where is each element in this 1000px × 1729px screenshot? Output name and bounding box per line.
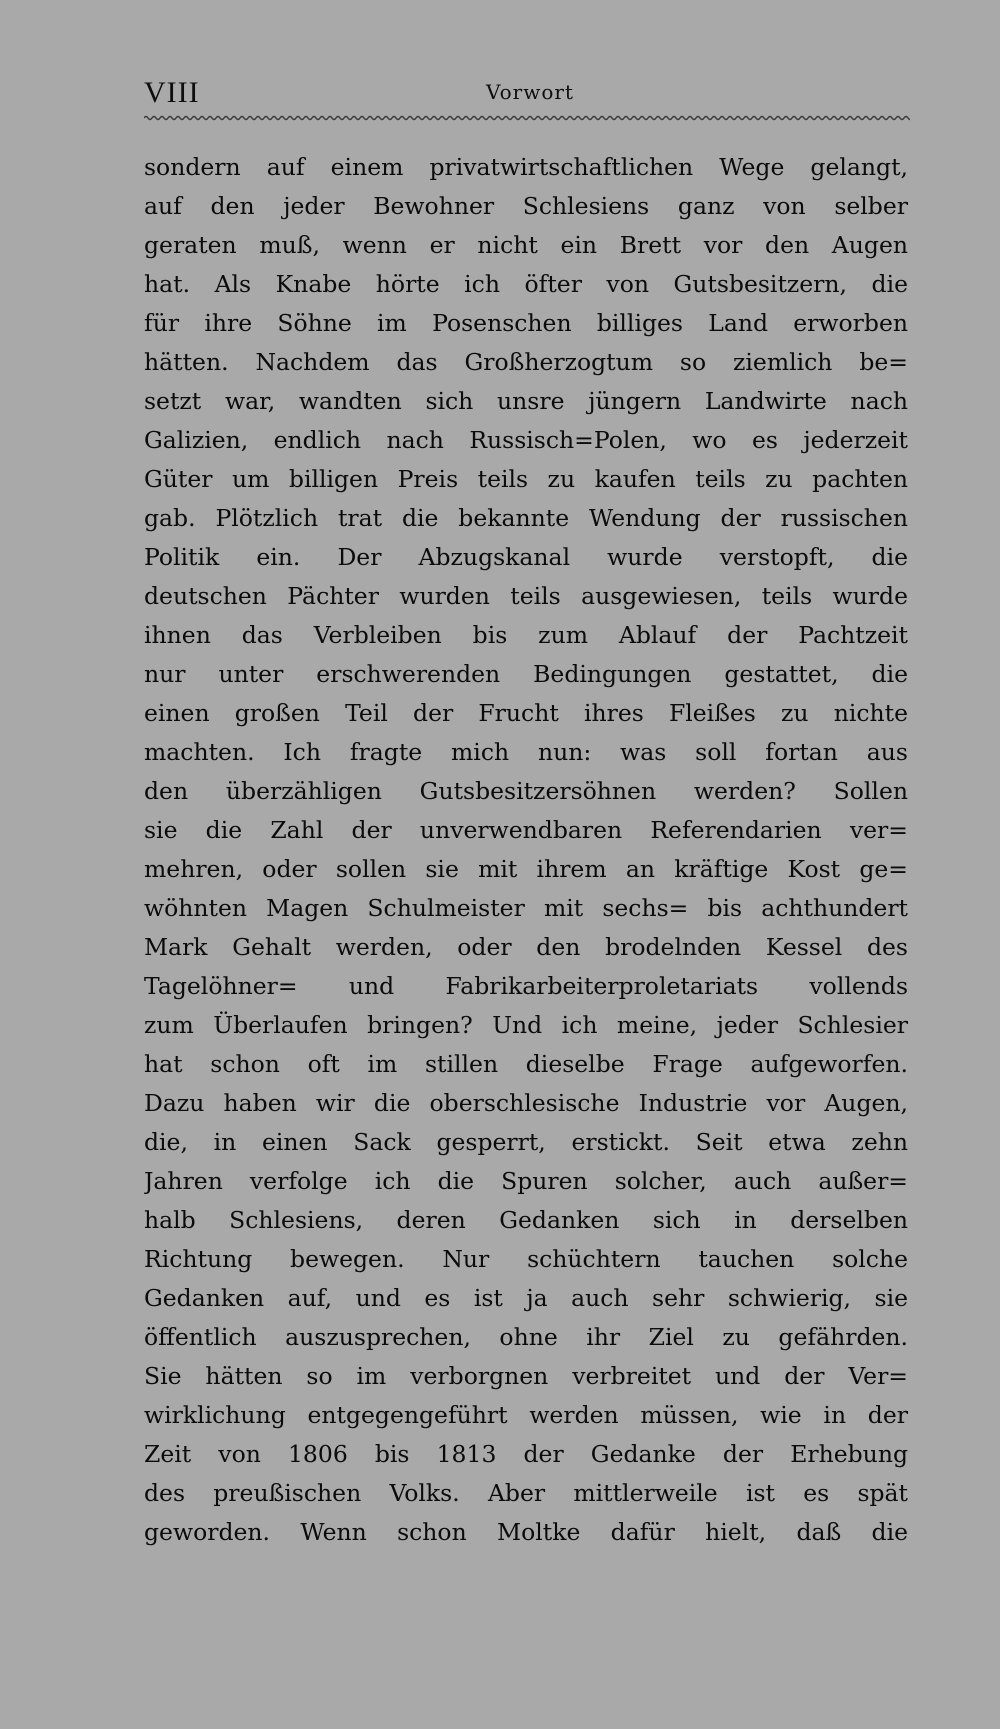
text-line: Jahren verfolge ich die Spuren solcher, auch außer=: [144, 1167, 908, 1195]
text-line: nur unter erschwerenden Bedingungen gestattet, die: [144, 660, 908, 688]
text-line: zum Überlaufen bringen? Und ich meine, jeder Schlesier: [144, 1011, 908, 1039]
text-line: die, in einen Sack gesperrt, erstickt. Seit etwa zehn: [144, 1128, 908, 1156]
running-title: Vorwort: [486, 80, 574, 104]
wavy-rule-divider: [144, 112, 910, 124]
text-line: ihnen das Verbleiben bis zum Ablauf der Pachtzeit: [144, 621, 908, 649]
text-line: den überzähligen Gutsbesitzersöhnen werden? Sollen: [144, 777, 908, 805]
text-line: Gedanken auf, und es ist ja auch sehr schwierig, sie: [144, 1284, 908, 1312]
text-line: Mark Gehalt werden, oder den brodelnden Kessel des: [144, 933, 908, 961]
text-line: deutschen Pächter wurden teils ausgewiesen, teils wurde: [144, 582, 908, 610]
text-line: setzt war, wandten sich unsre jüngern Landwirte nach: [144, 387, 908, 415]
text-line: machten. Ich fragte mich nun: was soll fortan aus: [144, 738, 908, 766]
text-line: Dazu haben wir die oberschlesische Industrie vor Augen,: [144, 1089, 908, 1117]
text-line: Richtung bewegen. Nur schüchtern tauchen solche: [144, 1245, 908, 1273]
text-line: sondern auf einem privatwirtschaftlichen Wege gelangt,: [144, 153, 908, 181]
page-number: VIII: [144, 76, 200, 109]
text-line: hat schon oft im stillen dieselbe Frage aufgeworfen.: [144, 1050, 908, 1078]
page-header: [144, 76, 910, 112]
text-line: gab. Plötzlich trat die bekannte Wendung der russischen: [144, 504, 908, 532]
text-line: hätten. Nachdem das Großherzogtum so ziemlich be=: [144, 348, 908, 376]
text-line: Zeit von 1806 bis 1813 der Gedanke der Erhebung: [144, 1440, 908, 1468]
text-line: Politik ein. Der Abzugskanal wurde verstopft, die: [144, 543, 908, 571]
text-line: hat. Als Knabe hörte ich öfter von Gutsbesitzern, die: [144, 270, 908, 298]
text-line: einen großen Teil der Frucht ihres Fleißes zu nichte: [144, 699, 908, 727]
text-line: Güter um billigen Preis teils zu kaufen teils zu pachten: [144, 465, 908, 493]
text-line: wöhnten Magen Schulmeister mit sechs= bis achthundert: [144, 894, 908, 922]
text-line: sie die Zahl der unverwendbaren Referendarien ver=: [144, 816, 908, 844]
body-text: [144, 148, 908, 1552]
text-line: halb Schlesiens, deren Gedanken sich in derselben: [144, 1206, 908, 1234]
text-line: geraten muß, wenn er nicht ein Brett vor den Augen: [144, 231, 908, 259]
text-line: Sie hätten so im verborgnen verbreitet und der Ver=: [144, 1362, 908, 1390]
text-line: öffentlich auszusprechen, ohne ihr Ziel zu gefährden.: [144, 1323, 908, 1351]
text-line: mehren, oder sollen sie mit ihrem an kräftige Kost ge=: [144, 855, 908, 883]
text-line: Galizien, endlich nach Russisch=Polen, wo es jederzeit: [144, 426, 908, 454]
text-line: wirklichung entgegengeführt werden müssen, wie in der: [144, 1401, 908, 1429]
text-line: auf den jeder Bewohner Schlesiens ganz von selber: [144, 192, 908, 220]
text-line: für ihre Söhne im Posenschen billiges Land erworben: [144, 309, 908, 337]
text-line: Tagelöhner= und Fabrikarbeiterproletariats vollends: [144, 972, 908, 1000]
text-line: geworden. Wenn schon Moltke dafür hielt, daß die: [144, 1518, 908, 1546]
text-line: des preußischen Volks. Aber mittlerweile ist es spät: [144, 1479, 908, 1507]
